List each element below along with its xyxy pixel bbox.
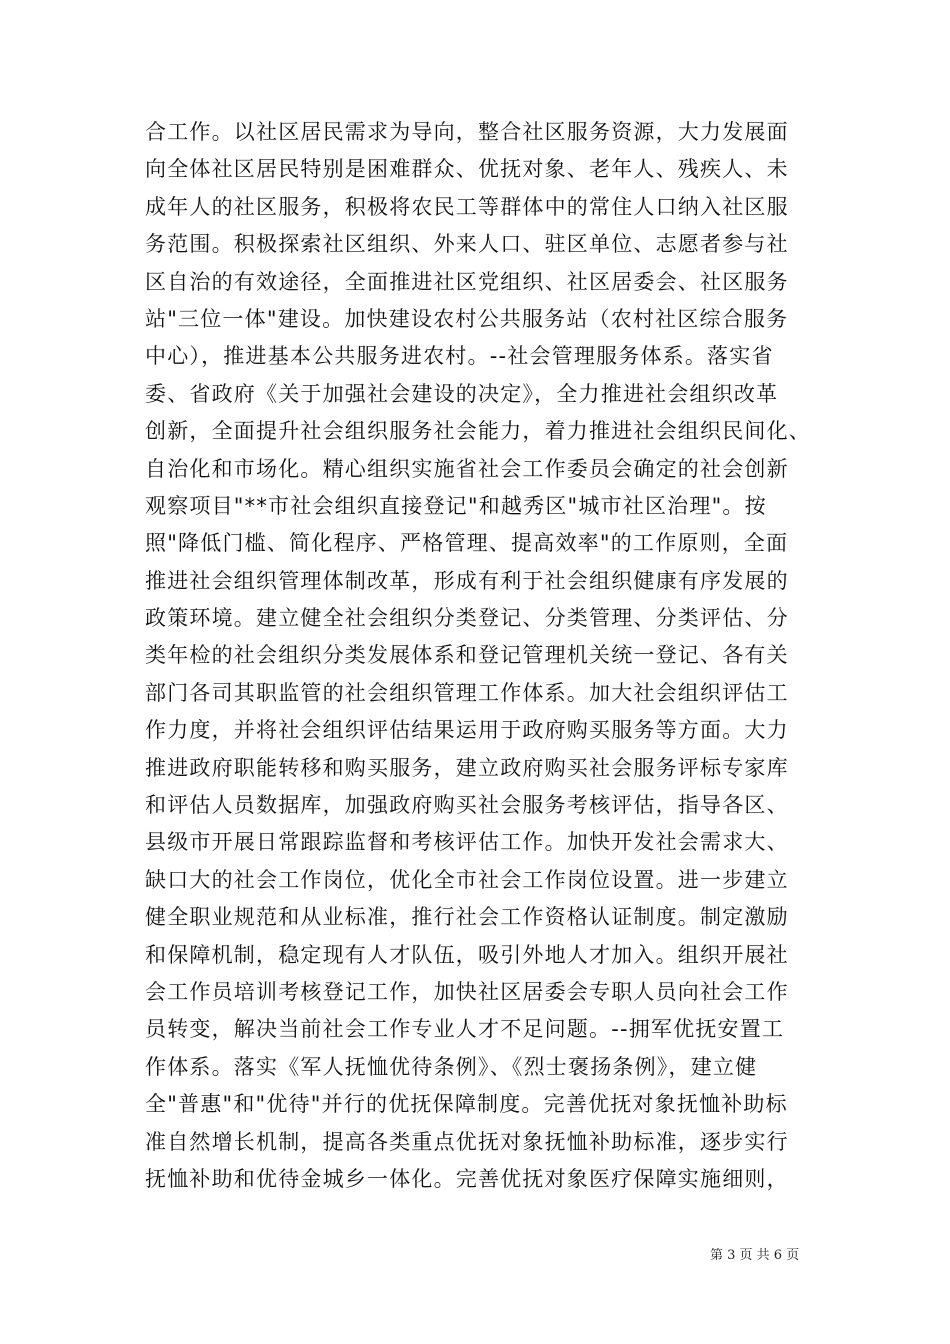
text-line: 健全职业规范和从业标准，推行社会工作资格认证制度。制定激励	[145, 905, 789, 930]
text-line: 观察项目"**市社会组织直接登记"和越秀区"城市社区治理"。按	[145, 493, 767, 518]
text-line: 抚恤补助和优待金城乡一体化。完善优抚对象医疗保障实施细则，	[145, 1166, 789, 1191]
text-line: 部门各司其职监管的社会组织管理工作体系。加大社会组织评估工	[145, 680, 789, 705]
text-line: 和保障机制，稳定现有人才队伍，吸引外地人才加入。组织开展社	[145, 942, 789, 967]
body-text	[145, 114, 811, 1198]
text-line: 员转变，解决当前社会工作专业人才不足问题。--拥军优抚安置工	[145, 1017, 785, 1042]
text-line: 会工作员培训考核登记工作，加快社区居委会专职人员向社会工作	[145, 979, 789, 1004]
text-line: 推进社会组织管理体制改革，形成有利于社会组织健康有序发展的	[145, 568, 789, 593]
text-line: 和评估人员数据库，加强政府购买社会服务考核评估，指导各区、	[145, 793, 789, 818]
text-line: 照"降低门槛、简化程序、严格管理、提高效率"的工作原则，全面	[145, 531, 789, 556]
page-number: 第 3 页 共 6 页	[710, 1248, 800, 1263]
text-line: 区自治的有效途径，全面推进社区党组织、社区居委会、社区服务	[145, 269, 789, 294]
text-line: 务范围。积极探索社区组织、外来人口、驻区单位、志愿者参与社	[145, 232, 789, 257]
text-line: 中心），推进基本公共服务进农村。--社会管理服务体系。落实省	[145, 344, 774, 369]
text-line: 合工作。以社区居民需求为导向，整合社区服务资源，大力发展面	[145, 120, 789, 144]
text-line: 县级市开展日常跟踪监督和考核评估工作。加快开发社会需求大、	[145, 830, 789, 855]
text-line: 向全体社区居民特别是困难群众、优抚对象、老年人、残疾人、未	[145, 157, 789, 182]
text-line: 站"三位一体"建设。加快建设农村公共服务站（农村社区综合服务	[145, 306, 789, 331]
text-line: 缺口大的社会工作岗位，优化全市社会工作岗位设置。进一步建立	[145, 867, 789, 892]
text-line: 创新，全面提升社会组织服务社会能力，着力推进社会组织民间化、	[145, 419, 811, 444]
text-line: 类年检的社会组织分类发展体系和登记管理机关统一登记、各有关	[145, 643, 789, 668]
text-line: 自治化和市场化。精心组织实施省社会工作委员会确定的社会创新	[145, 456, 789, 481]
text-line: 推进政府职能转移和购买服务，建立政府购买社会服务评标专家库	[145, 755, 789, 780]
text-line: 准自然增长机制，提高各类重点优抚对象抚恤补助标准，逐步实行	[145, 1129, 789, 1154]
text-line: 政策环境。建立健全社会组织分类登记、分类管理、分类评估、分	[145, 606, 789, 631]
text-line: 作力度，并将社会组织评估结果运用于政府购买服务等方面。大力	[145, 718, 789, 743]
text-line: 作体系。落实《军人抚恤优待条例》、《烈士褒扬条例》，建立健	[145, 1054, 758, 1079]
text-line: 全"普惠"和"优待"并行的优抚保障制度。完善优抚对象抚恤补助标	[145, 1092, 788, 1117]
text-line: 成年人的社区服务，积极将农民工等群体中的常住人口纳入社区服	[145, 194, 789, 219]
text-line: 委、省政府《关于加强社会建设的决定》，全力推进社会组织改革	[145, 381, 779, 406]
